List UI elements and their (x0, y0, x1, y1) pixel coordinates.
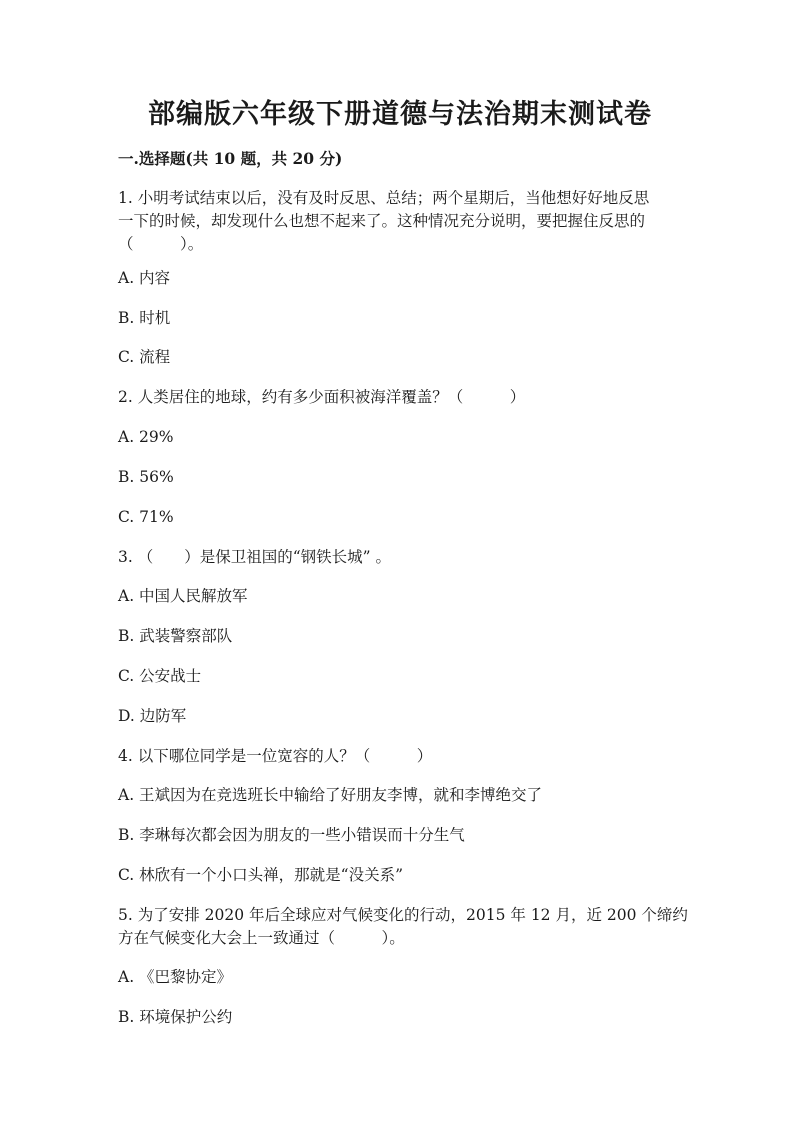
question-2-option-c[interactable]: C. 71% (118, 508, 174, 526)
question-2-stem: 2. 人类居住的地球，约有多少面积被海洋覆盖？（ ） (118, 388, 526, 406)
question-5-stem-line-2: 方在气候变化大会上一致通过（ ）。 (118, 929, 405, 947)
question-3-option-a[interactable]: A. 中国人民解放军 (118, 587, 248, 605)
question-1-option-b[interactable]: B. 时机 (118, 309, 171, 327)
question-2-option-a[interactable]: A. 29% (118, 428, 174, 446)
question-4-option-c[interactable]: C. 林欣有一个小口头禅，那就是“没关系” (118, 866, 404, 884)
question-3-option-d[interactable]: D. 边防军 (118, 707, 187, 725)
question-4-option-a[interactable]: A. 王斌因为在竞选班长中输给了好朋友李博，就和李博绝交了 (118, 786, 543, 804)
question-1-option-a[interactable]: A. 内容 (118, 269, 171, 287)
section-heading: 一.选择题(共 10 题，共 20 分) (118, 149, 343, 168)
question-1-stem-line-3: （ ）。 (118, 235, 204, 253)
question-4-stem: 4. 以下哪位同学是一位宽容的人？（ ） (118, 747, 433, 765)
question-1-stem-line-1: 1. 小明考试结束以后，没有及时反思、总结；两个星期后，当他想好好地反思 (118, 189, 650, 207)
question-5-stem-line-1: 5. 为了安排 2020 年后全球应对气候变化的行动，2015 年 12 月，近 200 个缔约 (118, 906, 688, 924)
question-5-option-a[interactable]: A. 《巴黎协定》 (118, 968, 233, 986)
question-1-option-c[interactable]: C. 流程 (118, 348, 171, 366)
question-4-option-b[interactable]: B. 李琳每次都会因为朋友的一些小错误而十分生气 (118, 826, 465, 844)
question-5-option-b[interactable]: B. 环境保护公约 (118, 1008, 233, 1026)
question-2-option-b[interactable]: B. 56% (118, 468, 174, 486)
question-3-option-b[interactable]: B. 武装警察部队 (118, 627, 233, 645)
question-3-option-c[interactable]: C. 公安战士 (118, 667, 202, 685)
question-1-stem-line-2: 一下的时候，却发现什么也想不起来了。这种情况充分说明，要把握住反思的 (118, 212, 646, 230)
page-title: 部编版六年级下册道德与法治期末测试卷 (148, 99, 652, 130)
question-3-stem: 3. （ ）是保卫祖国的“钢铁长城” 。 (118, 548, 391, 566)
